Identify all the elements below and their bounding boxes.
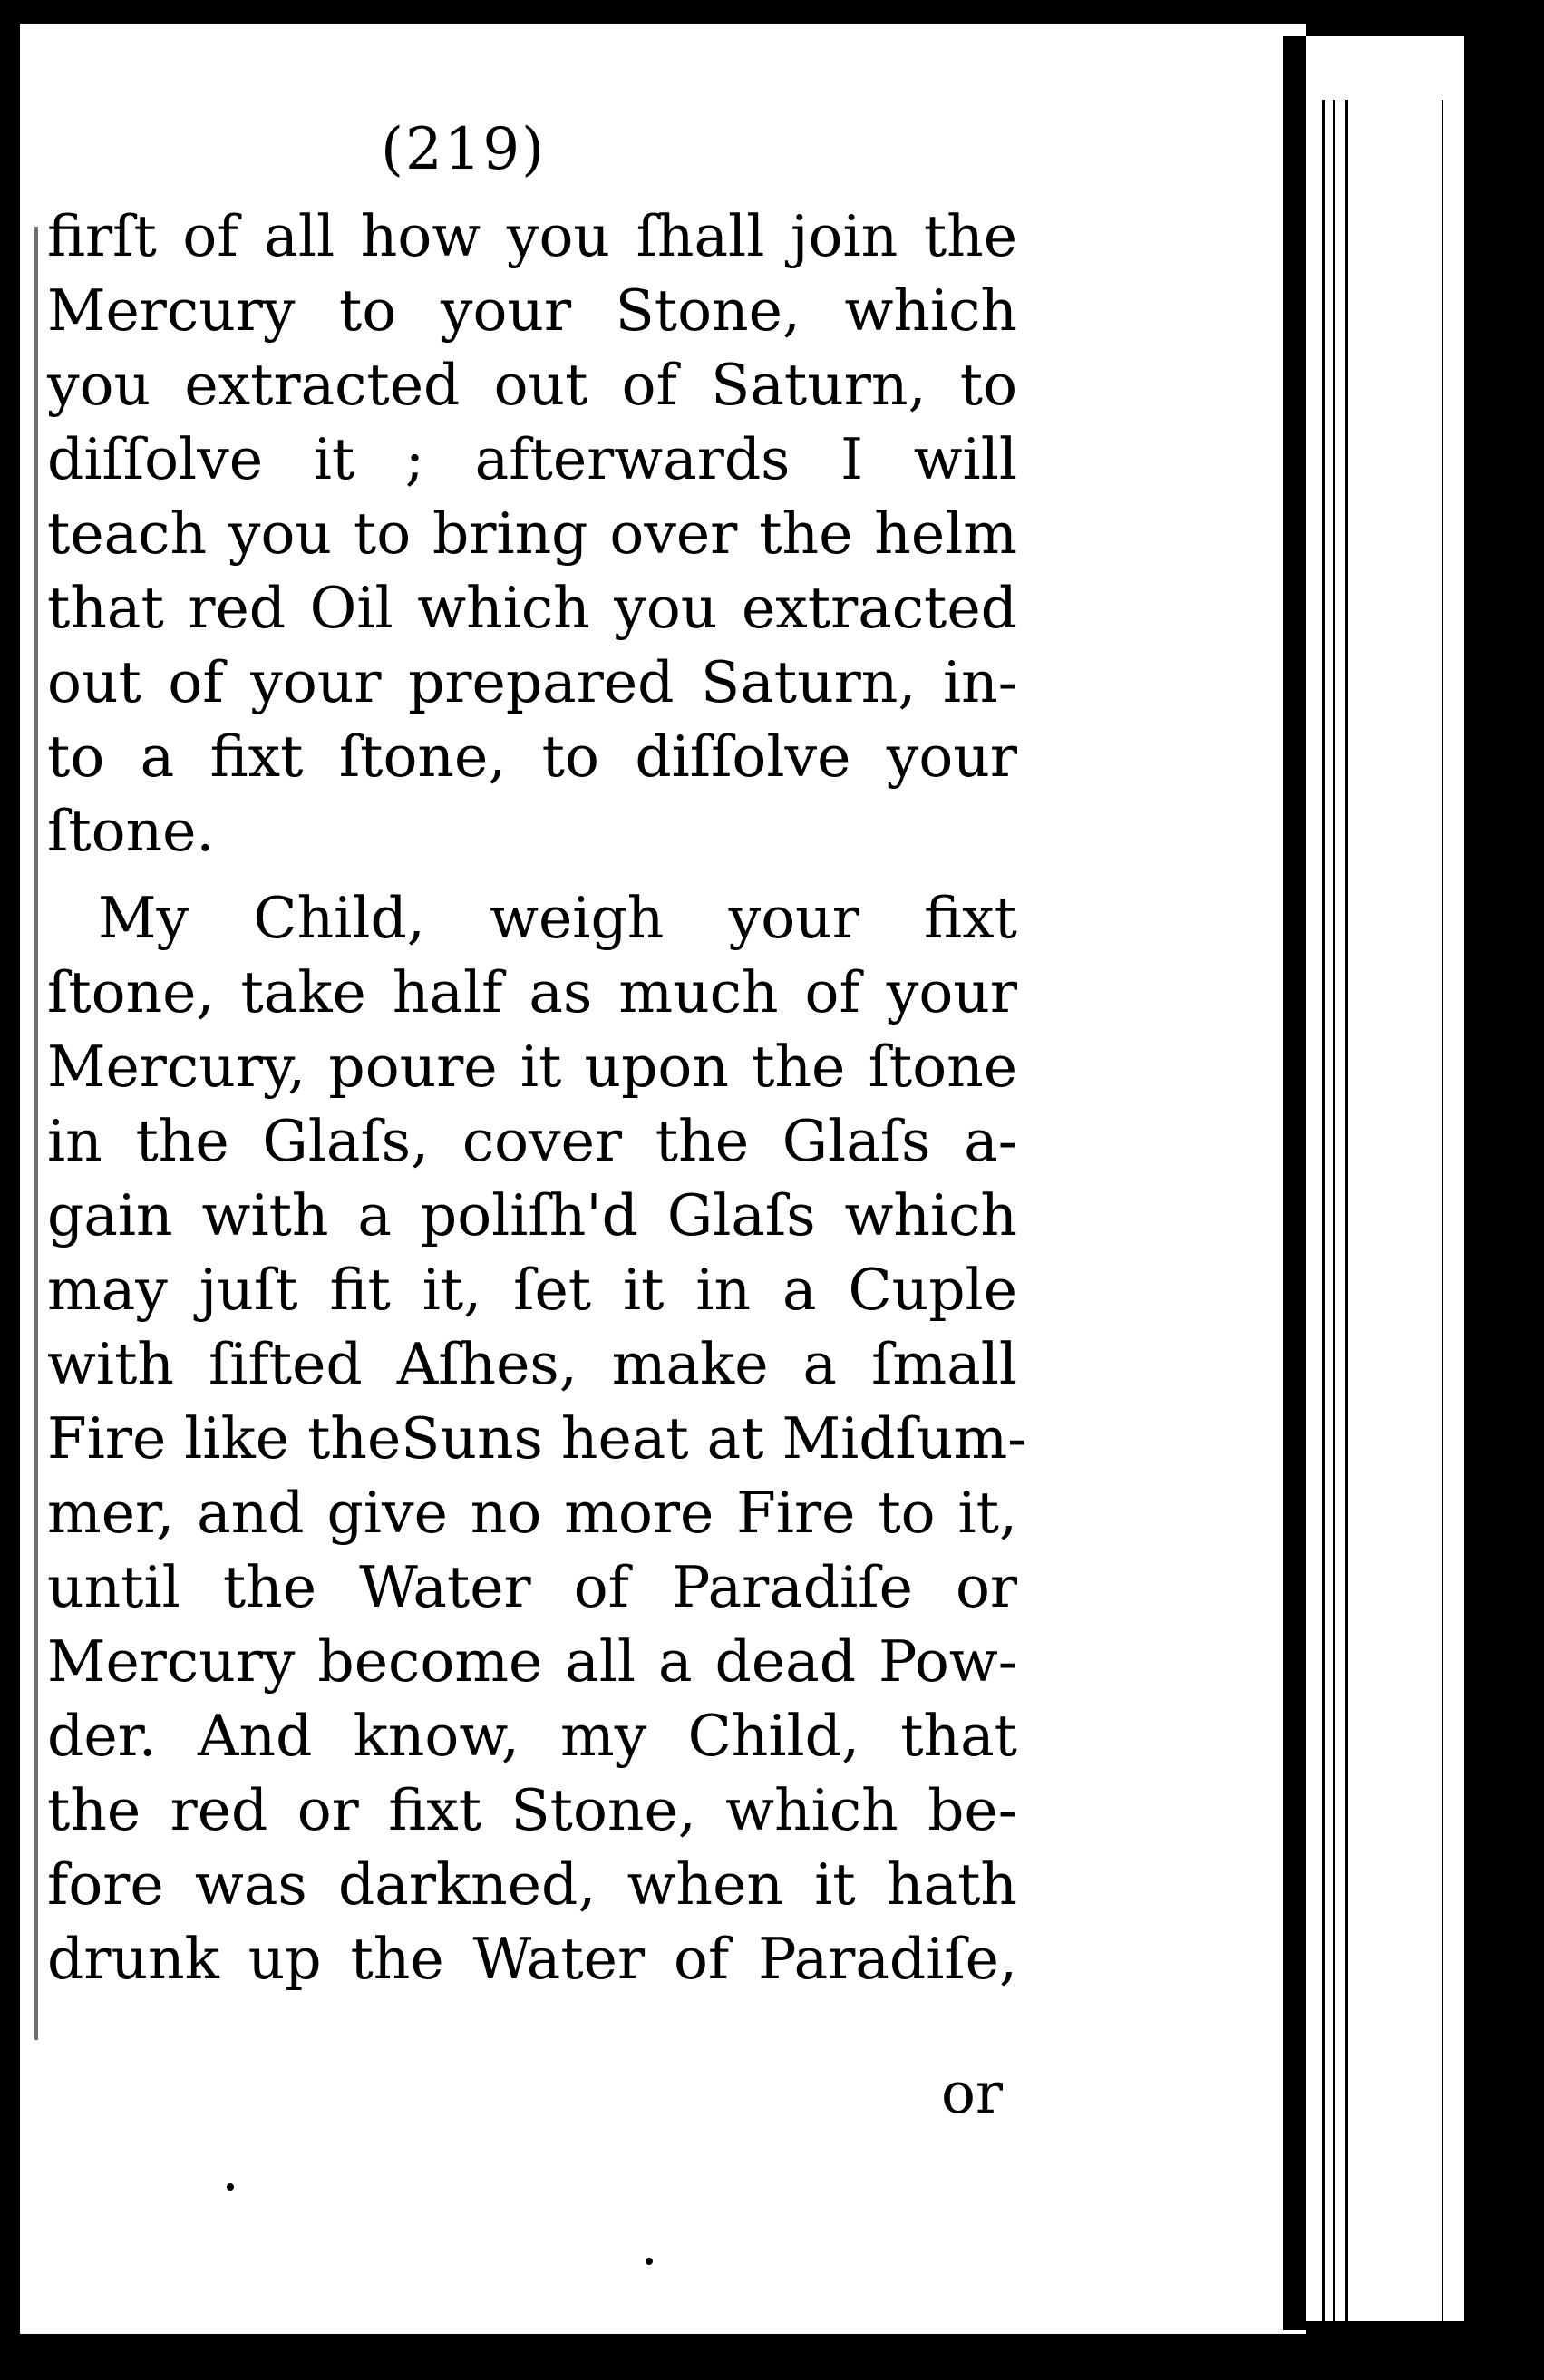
text-line: in the Glaſs, cover the Glaſs a- — [47, 1108, 1017, 1174]
page-edge-line — [1322, 100, 1325, 2330]
scan-border-right — [1464, 0, 1544, 2380]
book-fore-edge — [1306, 36, 1464, 2321]
text-margin-rule — [34, 227, 38, 2040]
text-line: der. And know, my Child, that — [47, 1703, 1017, 1769]
text-line: drunk up the Water of Paradiſe, — [47, 1926, 1017, 1992]
text-line: with ſifted Aſhes, make a ſmall — [47, 1331, 1017, 1397]
ink-speck — [227, 2183, 234, 2191]
ink-speck — [646, 2258, 653, 2265]
text-line: Mercury to your Stone, which — [47, 277, 1017, 344]
text-line: gain with a poliſh'd Glaſs which — [47, 1182, 1017, 1248]
text-line: you extracted out of Saturn, to — [47, 352, 1017, 418]
text-line: ſtone. — [47, 798, 215, 864]
text-line: My Child, weigh your fixt — [98, 885, 1017, 951]
text-line: Mercury, poure it upon the ſtone — [47, 1034, 1017, 1100]
text-line: firſt of all how you ſhall join the — [47, 203, 1017, 269]
text-line: may juſt fit it, ſet it in a Cuple — [47, 1257, 1017, 1323]
text-line: the red or fixt Stone, which be- — [47, 1777, 1017, 1843]
page-edge-line — [1345, 100, 1348, 2330]
text-line: to a fixt ſtone, to diſſolve your — [47, 724, 1017, 790]
text-line: Mercury become all a dead Pow- — [47, 1628, 1017, 1695]
page-edge-line — [1333, 100, 1335, 2330]
scan-border-bottom — [0, 2337, 1544, 2380]
text-line — [47, 1996, 1017, 2071]
text-line: until the Water of Paradiſe or — [47, 1554, 1017, 1620]
text-line: mer, and give no more Fire to it, — [47, 1480, 1017, 1546]
gutter-shadow — [1283, 36, 1308, 2330]
text-line: that red Oil which you extracted — [47, 575, 1017, 641]
text-line: out of your prepared Saturn, in- — [47, 649, 1017, 715]
page-number: (219) — [381, 116, 547, 183]
text-line: Fire like theSuns heat at Midſum- — [47, 1405, 1027, 1472]
text-line: ſtone, take half as much of your — [47, 959, 1017, 1025]
text-line: fore was darkned, when it hath — [47, 1851, 1017, 1918]
page-edge-line — [1442, 100, 1443, 2330]
text-line: teach you to bring over the helm — [47, 500, 1017, 567]
body-text — [47, 199, 1027, 2071]
catchword: or — [941, 2060, 1004, 2126]
text-line: diſſolve it ; afterwards I will — [47, 426, 1017, 492]
